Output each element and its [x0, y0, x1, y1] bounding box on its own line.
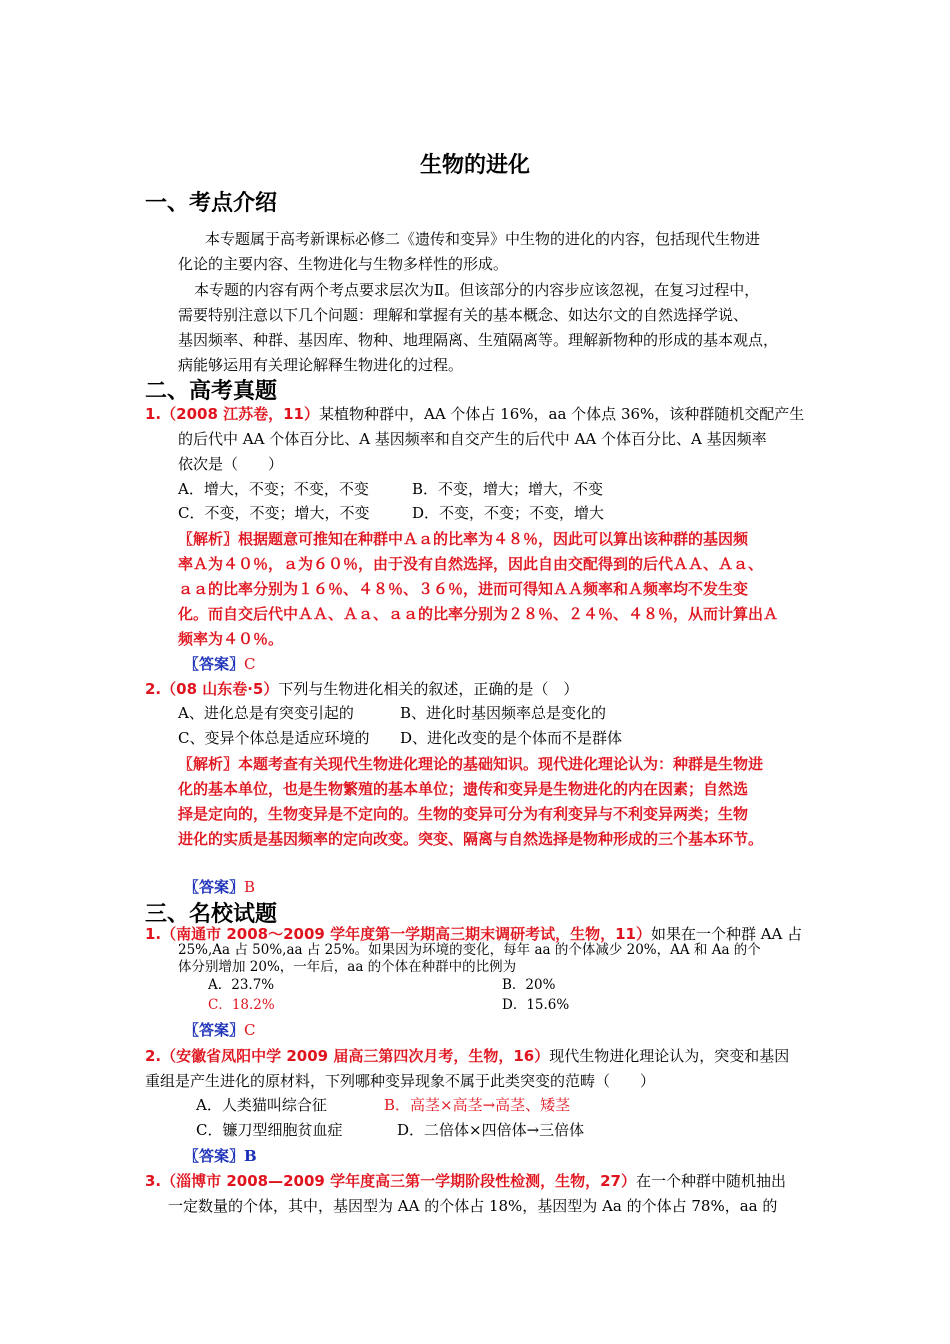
question-text: 某植物种群中，AA 个体占 16%，aa 个体点 36%，该种群随机交配产生 — [318, 405, 805, 423]
answer-value: B — [244, 1147, 257, 1165]
analysis-line: 化的基本单位，也是生物繁殖的基本单位；遗传和变异是生物进化的内在因素；自然选 — [178, 780, 749, 798]
option-c: C．镰刀型细胞贫血症 — [196, 1121, 343, 1139]
question-line — [145, 677, 578, 701]
question-text: 下列与生物进化相关的叙述，正确的是（ ） — [278, 680, 579, 698]
question-text: 在一个种群中随机抽出 — [635, 1172, 786, 1190]
intro-paragraph-line: 病能够运用有关理论解释生物进化的过程。 — [178, 356, 464, 374]
analysis-line: 择是定向的，生物变异是不定向的。生物的变异可分为有利变异与不利变异两类；生物 — [178, 805, 749, 823]
analysis-line: 频率为４０％。 — [178, 630, 284, 648]
answer-label: 〖答案〗 — [184, 1021, 245, 1039]
option-c: C、变异个体总是适应环境的 — [178, 729, 370, 747]
question-line: 依次是（ ） — [178, 455, 284, 473]
answer-line — [184, 1144, 257, 1168]
option-a: A．人类猫叫综合征 — [196, 1096, 327, 1114]
question-line: 体分别增加 20%，一年后，aa 的个体在种群中的比例为 — [178, 959, 517, 975]
analysis-line: 率Ａ为４０％，ａ为６０％，由于没有自然选择，因此自由交配得到的后代ＡＡ、Ａａ、 — [178, 555, 764, 573]
option-a: A．23.7% — [208, 977, 275, 993]
section-heading-school: 三、名校试题 — [145, 902, 278, 927]
question-text: 现代生物进化理论认为，突变和基因 — [549, 1047, 790, 1065]
question-source-tag: 1.（南通市 2008～2009 学年度第一学期高三期末调研考试，生物，11） — [145, 925, 651, 943]
intro-paragraph-line: 需要特别注意以下几个问题：理解和掌握有关的基本概念、如达尔文的自然选择学说、 — [178, 306, 749, 324]
answer-line — [184, 652, 256, 676]
option-a: A、进化总是有突变引起的 — [178, 704, 354, 722]
analysis-line: 进化的实质是基因频率的定向改变。突变、隔离与自然选择是物种形成的三个基本环节。 — [178, 830, 764, 848]
answer-value: B — [244, 878, 256, 896]
option-c: C．18.2% — [208, 997, 275, 1013]
option-d: D．不变，不变；不变，增大 — [412, 504, 605, 522]
question-line: 一定数量的个体，其中，基因型为 AA 的个体占 18%，基因型为 Aa 的个体占 78%，aa 的 — [168, 1197, 778, 1215]
question-source-tag: 3.（淄博市 2008—2009 学年度高三第一学期阶段性检测，生物，27） — [145, 1172, 636, 1190]
option-b: B．不变，增大；增大，不变 — [412, 480, 604, 498]
analysis-line: 〖解析〗根据题意可推知在种群中Ａａ的比率为４８％，因此可以算出该种群的基因频 — [178, 530, 749, 548]
option-b-text: B．高茎×高茎→高茎、矮茎 — [384, 1096, 571, 1114]
option-d: D．二倍体×四倍体→三倍体 — [397, 1121, 585, 1139]
answer-value: C — [244, 1021, 256, 1039]
intro-paragraph-line: 本专题的内容有两个考点要求层次为Ⅱ。但该部分的内容步应该忽视，在复习过程中， — [194, 281, 760, 299]
question-line: 的后代中 AA 个体百分比、A 基因频率和自交产生的后代中 AA 个体百分比、A 基因频率 — [178, 430, 767, 448]
analysis-line: 〖解析〗本题考查有关现代生物进化理论的基础知识。现代进化理论认为：种群是生物进 — [178, 755, 764, 773]
option-b: B、进化时基因频率总是变化的 — [400, 704, 607, 722]
answer-label: 〖答案〗 — [184, 1147, 245, 1165]
option-a: A．增大，不变；不变，不变 — [178, 480, 369, 498]
question-line: 重组是产生进化的原材料，下列哪种变异现象不属于此类突变的范畴（ ） — [145, 1072, 656, 1090]
answer-line — [184, 1018, 256, 1042]
section-heading-exam: 二、高考真题 — [145, 379, 278, 404]
option-b — [384, 1094, 570, 1115]
answer-line — [184, 875, 255, 899]
option-b: B．20% — [502, 977, 556, 993]
page-title: 生物的进化 — [419, 153, 530, 178]
option-d: D．15.6% — [502, 997, 570, 1013]
question-source-tag: 2.（08 山东卷·5） — [145, 680, 279, 698]
option-d: D、进化改变的是个体而不是群体 — [400, 729, 623, 747]
question-line — [145, 1044, 789, 1068]
intro-paragraph-line: 化论的主要内容、生物进化与生物多样性的形成。 — [178, 255, 509, 273]
analysis-line: 化。而自交后代中ＡＡ、Ａａ、ａａ的比率分别为２８％、２４％、４８％，从而计算出Ａ — [178, 605, 779, 623]
answer-value: C — [244, 655, 256, 673]
option-c: C．不变，不变；增大，不变 — [178, 504, 370, 522]
section-heading-intro: 一、考点介绍 — [145, 191, 278, 216]
question-source-tag: 1.（2008 江苏卷，11） — [145, 405, 319, 423]
analysis-line: ａａ的比率分别为１６％、４８％、３６％，进而可得知ＡＡ频率和Ａ频率均不发生变 — [178, 580, 749, 598]
question-source-tag: 2.（安徽省凤阳中学 2009 届高三第四次月考，生物，16） — [145, 1047, 550, 1065]
question-line — [145, 1169, 786, 1193]
question-text: 如果在一个种群 AA 占 — [650, 925, 803, 943]
intro-paragraph-line: 基因频率、种群、基因库、物种、地理隔离、生殖隔离等。理解新物种的形成的基本观点， — [178, 331, 779, 349]
question-line — [145, 402, 804, 426]
answer-label: 〖答案〗 — [184, 655, 245, 673]
intro-paragraph-line: 本专题属于高考新课标必修二《遗传和变异》中生物的进化的内容，包括现代生物进 — [205, 230, 761, 248]
question-line: 25%,Aa 占 50%,aa 占 25%。如果因为环境的变化，每年 aa 的个体减少 20%，AA 和 Aa 的个 — [178, 942, 761, 958]
answer-label: 〖答案〗 — [184, 878, 245, 896]
